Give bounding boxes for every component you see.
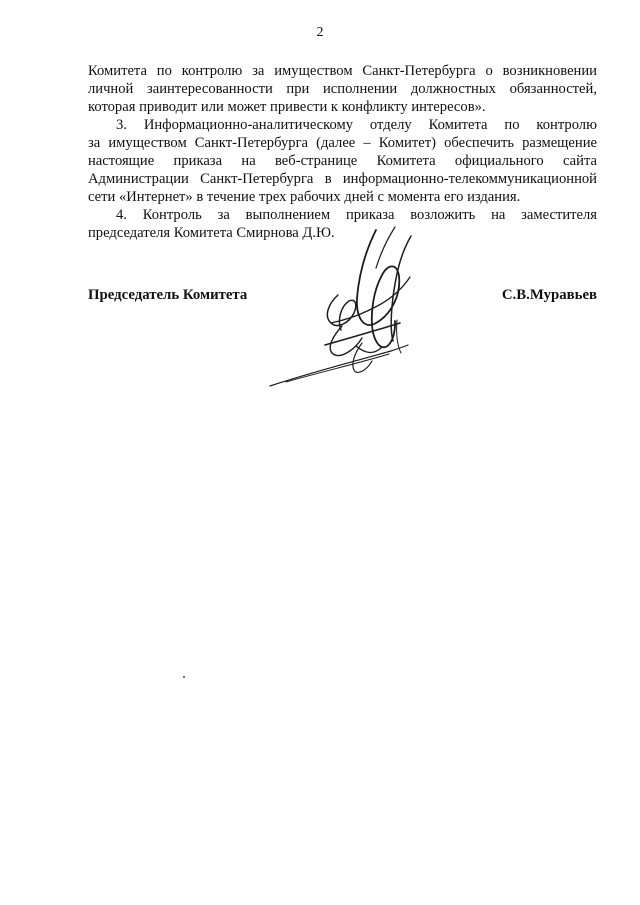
small-dot-mark [183,676,185,678]
text-line-7: Администрации Санкт-Петербурга в информационно-телекоммуникационной [88,171,597,187]
text-line-2: личной заинтересованности при исполнении должностных обязанностей, [88,81,597,97]
text-line-9: 4. Контроль за выполнением приказа возложить на заместителя [116,207,597,223]
signatory-name: С.В.Муравьев [501,287,597,303]
page-number: 2 [316,25,324,40]
text-line-10: председателя Комитета Смирнова Д.Ю. [88,225,335,241]
text-line-5: за имуществом Санкт-Петербурга (далее – Комитет) обеспечить размещение [88,135,597,151]
handwritten-signature [250,222,455,397]
text-line-8: сети «Интернет» в течение трех рабочих дней с момента его издания. [88,189,521,205]
text-line-4: 3. Информационно-аналитическому отделу Комитета по контролю [116,117,597,133]
signature-title: Председатель Комитета [88,287,248,303]
text-line-6: настоящие приказа на веб-странице Комитета официального сайта [88,153,597,169]
text-line-3: которая приводит или может привести к конфликту интересов». [88,99,486,115]
text-line-1: Комитета по контролю за имуществом Санкт-Петербурга о возникновении [88,63,597,79]
